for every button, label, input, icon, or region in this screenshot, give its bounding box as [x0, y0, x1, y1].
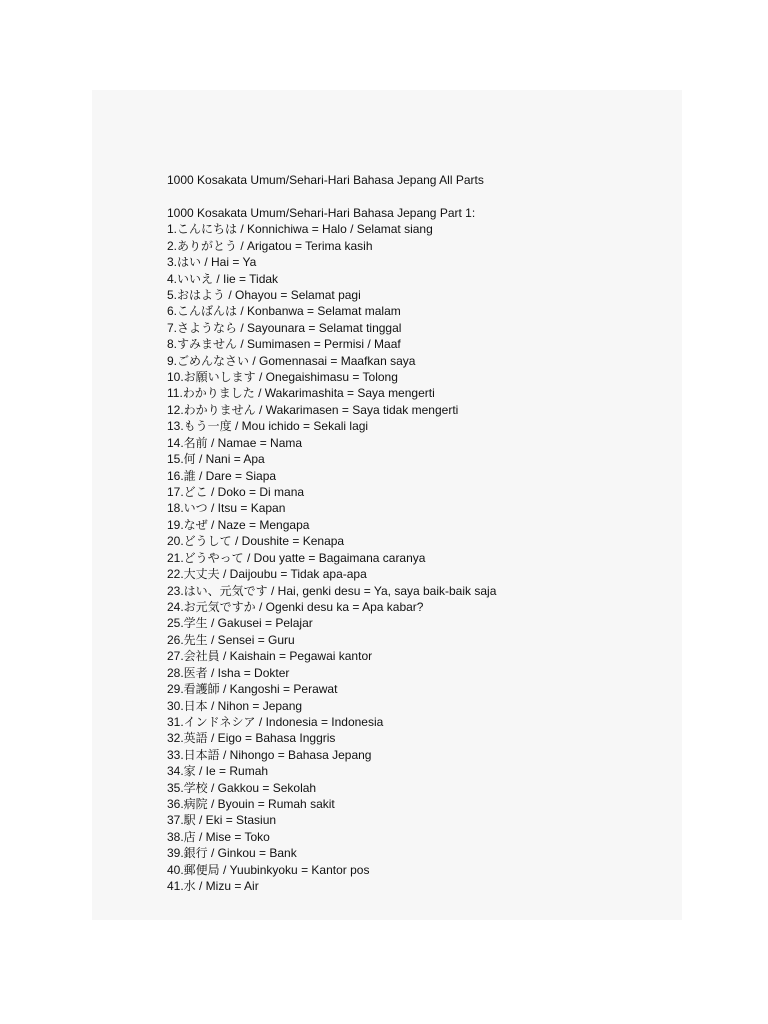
- vocab-entry: 32.英語 / Eigo = Bahasa Inggris: [167, 731, 336, 746]
- vocab-entry: 39.銀行 / Ginkou = Bank: [167, 846, 297, 861]
- vocab-entry: 14.名前 / Namae = Nama: [167, 435, 303, 450]
- vocab-entry: 34.家 / Ie = Rumah: [167, 764, 269, 779]
- vocab-entry: 36.病院 / Byouin = Rumah sakit: [167, 797, 335, 812]
- vocab-entry: 23.はい、元気です / Hai, genki desu = Ya, saya baik-baik saja: [167, 583, 497, 598]
- vocab-entry: 5.おはよう / Ohayou = Selamat pagi: [167, 287, 361, 302]
- vocab-entry: 1.こんにちは / Konnichiwa = Halo / Selamat siang: [167, 222, 433, 237]
- vocab-entry: 11.わかりました / Wakarimashita = Saya mengerti: [167, 386, 435, 401]
- vocab-entry: 37.駅 / Eki = Stasiun: [167, 813, 277, 828]
- vocab-entry: 16.誰 / Dare = Siapa: [167, 468, 277, 483]
- vocabulary-list: [167, 221, 496, 894]
- vocab-entry: 7.さようなら / Sayounara = Selamat tinggal: [167, 320, 402, 335]
- vocab-entry: 6.こんばんは / Konbanwa = Selamat malam: [167, 304, 401, 319]
- vocab-entry: 26.先生 / Sensei = Guru: [167, 632, 295, 647]
- vocab-entry: 20.どうして / Doushite = Kenapa: [167, 534, 345, 549]
- vocab-entry: 29.看護師 / Kangoshi = Perawat: [167, 682, 338, 697]
- vocab-entry: 3.はい / Hai = Ya: [167, 255, 257, 270]
- vocab-entry: 22.大丈夫 / Daijoubu = Tidak apa-apa: [167, 567, 367, 582]
- vocab-entry: 30.日本 / Nihon = Jepang: [167, 698, 303, 713]
- vocab-entry: 8.すみません / Sumimasen = Permisi / Maaf: [167, 337, 401, 352]
- vocab-entry: 4.いいえ / Iie = Tidak: [167, 271, 279, 286]
- document-title: 1000 Kosakata Umum/Sehari-Hari Bahasa Jepang All Parts: [167, 173, 484, 187]
- vocab-entry: 13.もう一度 / Mou ichido = Sekali lagi: [167, 419, 369, 434]
- document-body: [167, 172, 496, 895]
- vocab-entry: 25.学生 / Gakusei = Pelajar: [167, 616, 313, 631]
- vocab-entry: 10.お願いします / Onegaishimasu = Tolong: [167, 370, 398, 385]
- vocab-entry: 17.どこ / Doko = Di mana: [167, 485, 305, 500]
- vocab-entry: 19.なぜ / Naze = Mengapa: [167, 517, 310, 532]
- vocab-entry: 38.店 / Mise = Toko: [167, 829, 270, 844]
- vocab-entry: 12.わかりません / Wakarimasen = Saya tidak mengerti: [167, 402, 459, 417]
- vocab-entry: 35.学校 / Gakkou = Sekolah: [167, 780, 317, 795]
- vocab-entry: 41.水 / Mizu = Air: [167, 879, 259, 894]
- vocab-entry: 2.ありがとう / Arigatou = Terima kasih: [167, 238, 373, 253]
- vocab-entry: 21.どうやって / Dou yatte = Bagaimana caranya: [167, 550, 426, 565]
- vocab-entry: 28.医者 / Isha = Dokter: [167, 665, 290, 680]
- vocab-entry: 40.郵便局 / Yuubinkyoku = Kantor pos: [167, 862, 370, 877]
- vocab-entry: 24.お元気ですか / Ogenki desu ka = Apa kabar?: [167, 599, 424, 614]
- vocab-entry: 15.何 / Nani = Apa: [167, 452, 265, 467]
- vocab-entry: 33.日本語 / Nihongo = Bahasa Jepang: [167, 747, 372, 762]
- vocab-entry: 9.ごめんなさい / Gomennasai = Maafkan saya: [167, 353, 416, 368]
- vocab-entry: 31.インドネシア / Indonesia = Indonesia: [167, 714, 384, 729]
- part-heading: 1000 Kosakata Umum/Sehari-Hari Bahasa Jepang Part 1:: [167, 205, 476, 220]
- vocab-entry: 18.いつ / Itsu = Kapan: [167, 501, 286, 516]
- vocab-entry: 27.会社員 / Kaishain = Pegawai kantor: [167, 649, 373, 664]
